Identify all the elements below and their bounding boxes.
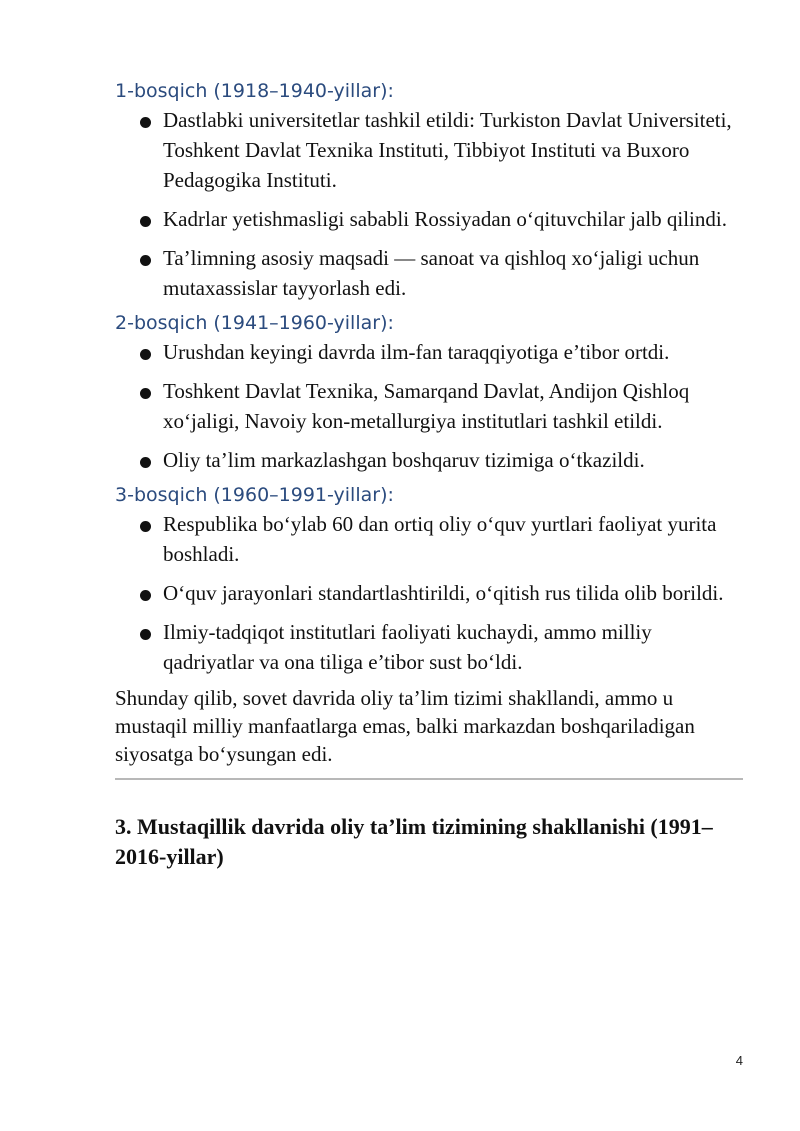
bullet-icon xyxy=(140,255,151,266)
bullet-icon xyxy=(140,629,151,640)
stage-heading: 2-bosqich (1941–1960-yillar): xyxy=(115,312,394,334)
list-item-text: Oliy ta’lim markazlashgan boshqaruv tizimiga oʻtkazildi. xyxy=(163,448,645,472)
list-item xyxy=(115,337,743,367)
stage-1 xyxy=(115,78,743,303)
stage-2 xyxy=(115,310,743,475)
horizontal-divider xyxy=(115,778,743,780)
list-item xyxy=(115,204,743,234)
conclusion-paragraph: Shunday qilib, sovet davrida oliy ta’lim tizimi shakllandi, ammo u mustaqil milliy manfaatlarga emas, balki markazdan boshqariladigan siyosatga boʻysungan edi. xyxy=(115,686,695,766)
list-item xyxy=(115,617,743,677)
stage-heading: 3-bosqich (1960–1991-yillar): xyxy=(115,484,394,506)
list-item xyxy=(115,445,743,475)
bullet-icon xyxy=(140,457,151,468)
bullet-icon xyxy=(140,590,151,601)
list-item-text: Respublika boʻylab 60 dan ortiq oliy oʻquv yurtlari faoliyat yurita boshladi. xyxy=(163,512,717,566)
list-item xyxy=(115,509,743,569)
bullet-icon xyxy=(140,117,151,128)
bullet-icon xyxy=(140,521,151,532)
list-item-text: Oʻquv jarayonlari standartlashtirildi, oʻqitish rus tilida olib borildi. xyxy=(163,581,724,605)
list-item-text: Ilmiy-tadqiqot institutlari faoliyati kuchaydi, ammo milliy qadriyatlar va ona tiliga e’tibor sust boʻldi. xyxy=(163,620,652,674)
bullet-list xyxy=(115,509,743,677)
bullet-list xyxy=(115,105,743,303)
stage-3 xyxy=(115,482,743,677)
page-number: 4 xyxy=(735,1053,743,1068)
list-item-text: Urushdan keyingi davrda ilm-fan taraqqiyotiga e’tibor ortdi. xyxy=(163,340,670,364)
bullet-icon xyxy=(140,388,151,399)
list-item xyxy=(115,105,743,195)
stage-heading: 1-bosqich (1918–1940-yillar): xyxy=(115,80,394,102)
page-content xyxy=(115,78,743,872)
bullet-icon xyxy=(140,349,151,360)
list-item-text: Toshkent Davlat Texnika, Samarqand Davlat, Andijon Qishloq xoʻjaligi, Navoiy kon-metallurgiya institutlari tashkil etildi. xyxy=(163,379,690,433)
list-item xyxy=(115,376,743,436)
list-item xyxy=(115,578,743,608)
bullet-icon xyxy=(140,216,151,227)
bullet-list xyxy=(115,337,743,475)
list-item-text: Dastlabki universitetlar tashkil etildi: Turkiston Davlat Universiteti, Toshkent Davlat Texnika Instituti, Tibbiyot Instituti va Buxoro Pedagogika Instituti. xyxy=(163,108,732,192)
list-item-text: Ta’limning asosiy maqsadi — sanoat va qishloq xoʻjaligi uchun mutaxassislar tayyorlash edi. xyxy=(163,246,700,300)
list-item xyxy=(115,243,743,303)
list-item-text: Kadrlar yetishmasligi sababli Rossiyadan oʻqituvchilar jalb qilindi. xyxy=(163,207,727,231)
section-heading: 3. Mustaqillik davrida oliy ta’lim tizimining shakllanishi (1991–2016-yillar) xyxy=(115,814,713,869)
